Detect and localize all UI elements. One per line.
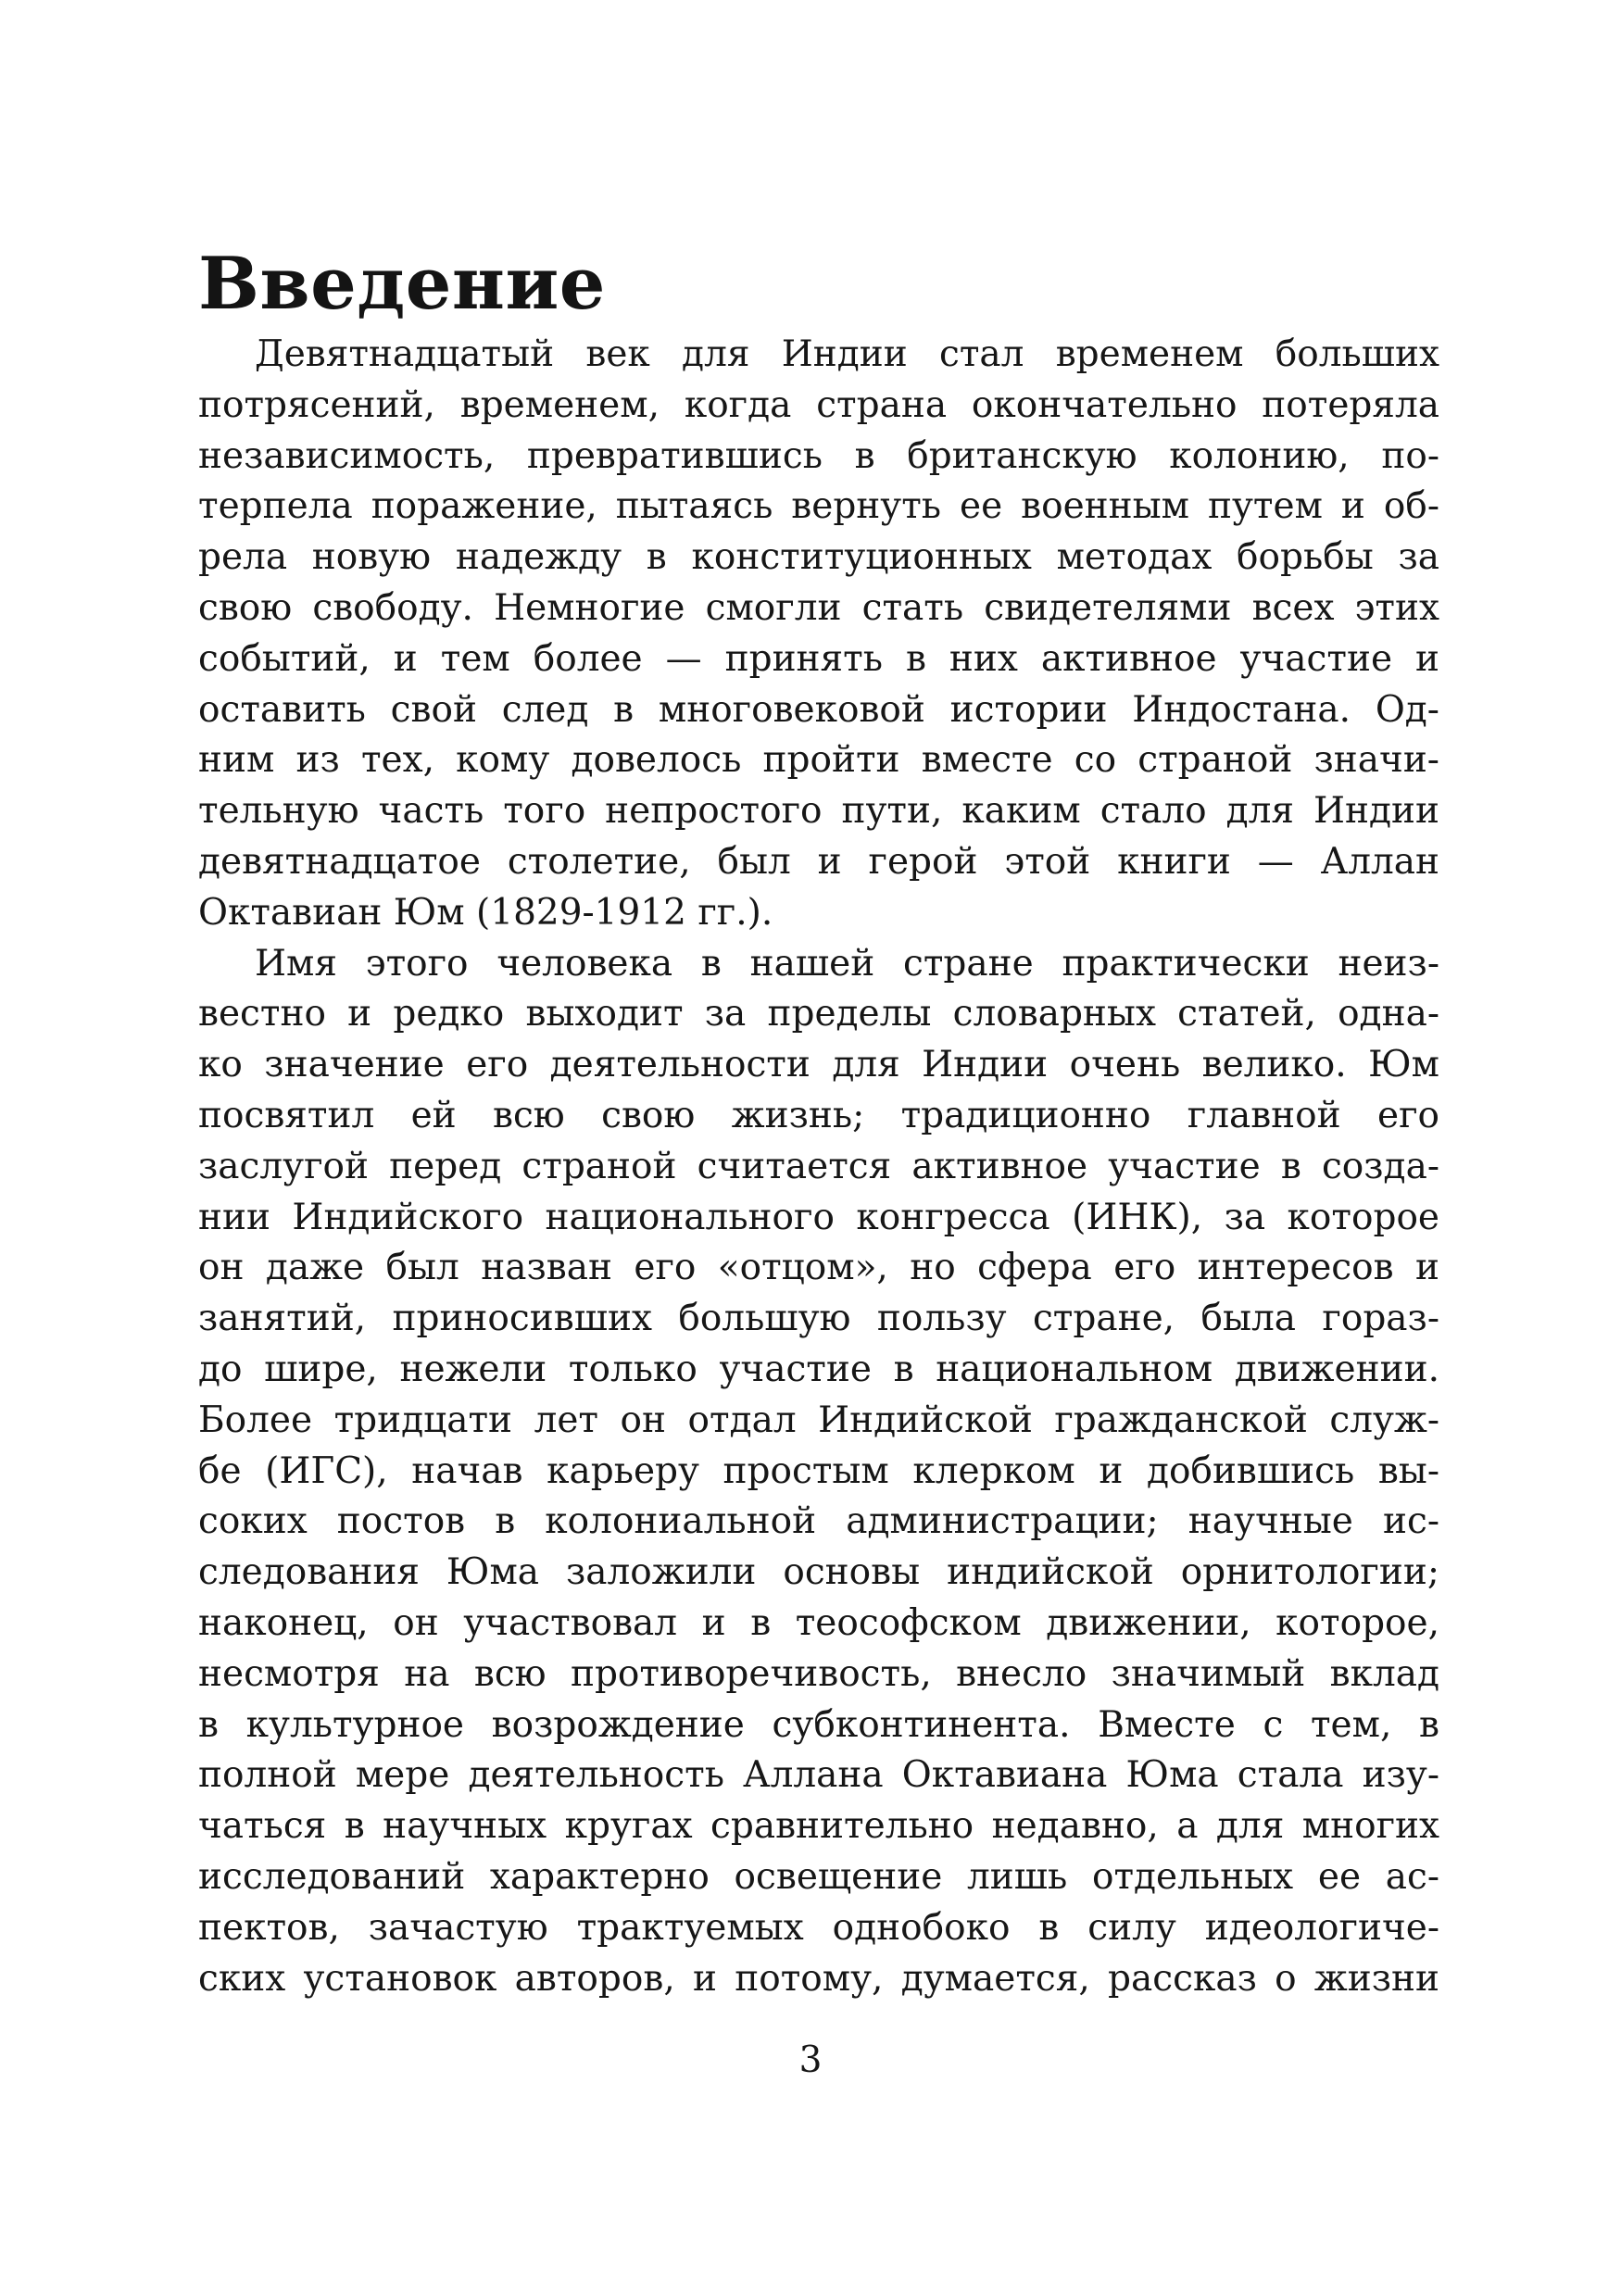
- text-line: оставить свой след в многовековой истории Индостана. Од-: [198, 688, 1439, 731]
- text-line: следования Юма заложили основы индийской орнитологии;: [198, 1551, 1439, 1594]
- body-text: [198, 330, 1439, 2004]
- text-line: Имя этого человека в нашей стране практически неиз-: [255, 942, 1439, 985]
- text-line: Более тридцати лет он отдал Индийской гражданской служ-: [198, 1399, 1439, 1441]
- text-line: пектов, зачастую трактуемых однобоко в силу идеологиче-: [198, 1906, 1439, 1949]
- text-line: ним из тех, кому довелось пройти вместе со страной значи-: [198, 739, 1439, 782]
- text-line: вестно и редко выходит за пределы словарных статей, одна-: [198, 993, 1439, 1035]
- text-line: рела новую надежду в конституционных методах борьбы за: [198, 536, 1439, 579]
- text-line: Девятнадцатый век для Индии стал временем больших: [255, 333, 1439, 375]
- text-line: чаться в научных кругах сравнительно недавно, а для многих: [198, 1805, 1439, 1848]
- text-line: терпела поражение, пытаясь вернуть ее военным путем и об-: [198, 485, 1439, 528]
- text-line: несмотря на всю противоречивость, внесло значимый вклад: [198, 1652, 1439, 1695]
- text-line: нии Индийского национального конгресса (ИНК), за которое: [198, 1196, 1439, 1238]
- text-line: наконец, он участвовал и в теософском движении, которое,: [198, 1601, 1439, 1644]
- text-line: соких постов в колониальной администрации; научные ис-: [198, 1500, 1439, 1543]
- page-title: Введение: [198, 242, 606, 326]
- text-line: ко значение его деятельности для Индии очень велико. Юм: [198, 1044, 1439, 1086]
- text-line: независимость, превратившись в британскую колонию, по-: [198, 434, 1439, 477]
- text-line: полной мере деятельность Аллана Октавиана Юма стала изу-: [198, 1754, 1439, 1797]
- page-number: 3: [798, 2039, 823, 2081]
- text-line: он даже был назван его «отцом», но сфера его интересов и: [198, 1247, 1439, 1289]
- text-line: свою свободу. Немногие смогли стать свидетелями всех этих: [198, 586, 1439, 629]
- text-line: событий, и тем более — принять в них активное участие и: [198, 637, 1439, 680]
- paragraph: [198, 939, 1439, 2005]
- text-line: посвятил ей всю свою жизнь; традиционно главной его: [198, 1094, 1439, 1136]
- text-line: занятий, приносивших большую пользу стране, была гораз-: [198, 1298, 1439, 1340]
- text-line: до шире, нежели только участие в национальном движении.: [198, 1348, 1439, 1390]
- text-line: ских установок авторов, и потому, думается, рассказ о жизни: [198, 1957, 1439, 2000]
- text-line: исследований характерно освещение лишь отдельных ее ас-: [198, 1855, 1439, 1898]
- text-line: бе (ИГС), начав карьеру простым клерком и добившись вы-: [198, 1449, 1439, 1492]
- text-line: потрясений, временем, когда страна окончательно потеряла: [198, 383, 1439, 426]
- text-line: девятнадцатое столетие, был и герой этой книги — Аллан: [198, 840, 1439, 883]
- text-line: заслугой перед страной считается активное участие в созда-: [198, 1145, 1439, 1187]
- text-line: Октавиан Юм (1829-1912 гг.).: [198, 891, 773, 934]
- paragraph: [198, 330, 1439, 939]
- text-line: тельную часть того непростого пути, каким стало для Индии: [198, 790, 1439, 833]
- text-line: в культурное возрождение субконтинента. Вместе с тем, в: [198, 1703, 1439, 1746]
